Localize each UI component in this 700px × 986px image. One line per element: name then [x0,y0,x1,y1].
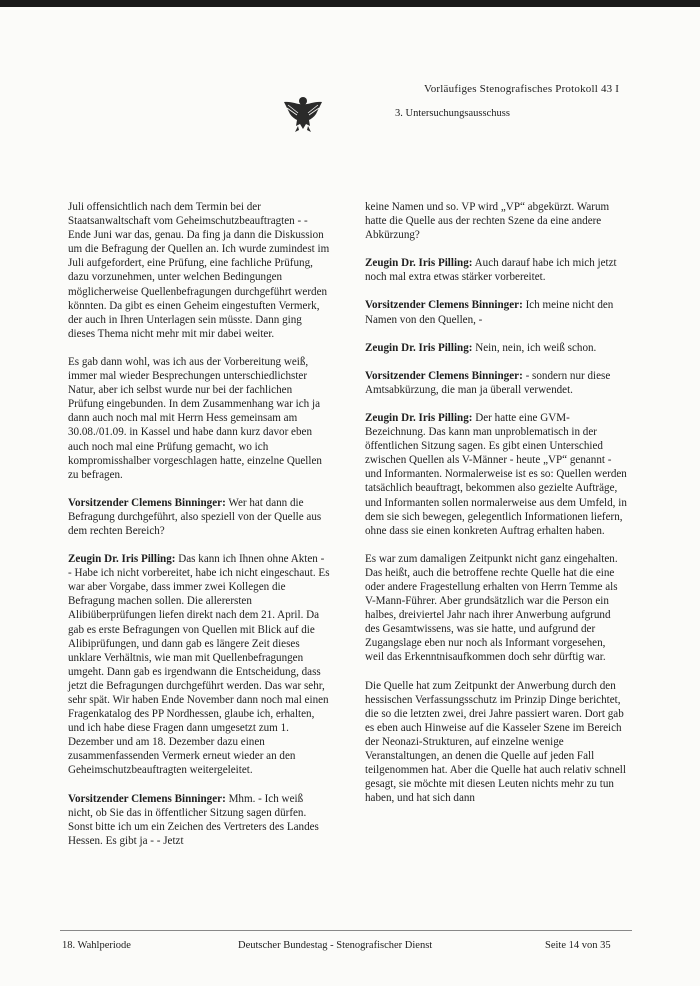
paragraph: Es gab dann wohl, was ich aus der Vorbereitung weiß, immer mal wieder Besprechungen unterschiedlichster Natur, aber ich selbst wurde nur bei der fachlichen Prüfung eingebunden. In dem Zusammenhang war ich ja dann auch noch mal mit Herrn Hess gemeinsam am 30.08./01.09. in Kassel und habe dann kurz davor eben auch noch mal eine Prüfung gemacht, wo ich kompromisshalber vorgeschlagen hatte, einzelne Quellen zu befragen. [68,355,322,481]
top-border [0,0,700,7]
page-number: Seite 14 von 35 [545,940,611,951]
paragraph: keine Namen und so. VP wird „VP“ abgekürzt. Warum hatte die Quelle aus der rechten Szene da eine andere Abkürzung? [365,201,610,242]
speaker-name: Zeugin Dr. Iris Pilling: [365,257,473,270]
speaker-name: Vorsitzender Clemens Binninger: [68,792,226,805]
footer-divider [60,930,632,931]
left-column [68,200,330,862]
speaker-paragraph: Zeugin Dr. Iris Pilling: Auch darauf habe ich mich jetzt noch mal extra etwas stärker vorbereitet. [365,257,617,284]
speaker-paragraph: Vorsitzender Clemens Binninger: Mhm. - Ich weiß nicht, ob Sie das in öffentlicher Sitzung sagen dürfen. Sonst bitte ich um ein Zeichen des Vertreters des Landes Hessen. Es gibt ja - - Jetzt [68,792,319,847]
speaker-name: Zeugin Dr. Iris Pilling: [365,411,473,424]
speaker-paragraph: Zeugin Dr. Iris Pilling: Nein, nein, ich weiß schon. [365,341,597,354]
speaker-paragraph: Vorsitzender Clemens Binninger: - sondern nur diese Amtsabkürzung, die man ja überall verwendet. [365,369,611,396]
speaker-paragraph: Zeugin Dr. Iris Pilling: Der hatte eine GVM-Bezeichnung. Das kann man unproblematisch in der öffentlichen Sitzung sagen. Es gibt einen Unterschied zwischen Quellen als V-Männer - heute „VP“ genannt - und Informanten. Normalerweise ist es so: Quellen werden tatsächlich beauftragt, bekommen also gezielte Aufträge, und Informanten sollen normalerweise aus dem Umfeld, in dem sie sich bewegen, gelegentlich Informationen liefern, ohne dass sie einen konkreten Auftrag erhalten haben. [365,411,627,537]
speaker-name: Vorsitzender Clemens Binninger: [68,496,226,509]
footer-period: 18. Wahlperiode [62,940,131,951]
speaker-name: Vorsitzender Clemens Binninger: [365,369,523,382]
paragraph: Es war zum damaligen Zeitpunkt nicht ganz eingehalten. Das heißt, auch die betroffene rechte Quelle hat die eine oder andere Fragestellung erhalten von Herrn Temme als V-Mann-Führer. Aber grundsätzlich war die Person ein halbes, dreiviertel Jahr nach ihrer Anwerbung aufgrund des Gesamtwissens, was sie hatte, und aufgrund der Zugangslage eben nur noch als Informant vorgesehen, weil das Erkenntnisaufkommen doch sehr dürftig war. [365,552,618,664]
protocol-title: Vorläufiges Stenografisches Protokoll 43 I [424,83,620,95]
federal-eagle-icon [282,93,324,133]
speaker-paragraph: Zeugin Dr. Iris Pilling: Das kann ich Ihnen ohne Akten - - Habe ich nicht vorbereitet, habe ich nicht eingeschaut. Es war aber Vorgabe, dass immer zwei Kollegen die Befragung machen sollen. Die allerersten Alibiüberprüfungen liefen direkt nach dem 21. April. Da gab es erste Befragungen von Quellen mit Blick auf die Alibiprüfungen, und dann gab es längere Zeit dieses unklare Verhältnis, wie man mit Quellenbefragungen umgeht. Dann gab es irgendwann die Entscheidung, dass jetzt die Befragungen durchgeführt werden. Das war sehr, sehr spät. Wir haben Ende November dann noch mal einen Fragenkatalog des PP Nordhessen, glaube ich, erhalten, und ich habe diese Fragen dann umgesetzt zum 1. Dezember und am 18. Dezember dazu einen zusammenfassenden Vermerk erneut wieder an den Geheimschutzbeauftragten weitergeleitet. [68,553,330,777]
speaker-name: Zeugin Dr. Iris Pilling: [365,341,473,354]
paragraph: Juli offensichtlich nach dem Termin bei der Staatsanwaltschaft vom Geheimschutzbeauftragten - - Ende Juni war das, genau. Da fing ja dann die Diskussion um die Befragung der Quellen an. Ich wurde zumindest im Juli aufgefordert, eine Prüfung, eine fachliche Prüfung, dazu vorzunehmen, unter welchen Bedingungen möglicherweise Quellenbefragungen durchgeführt werden könnten. Da gibt es einen Geheim eingestuften Vermerk, der auch in Ihren Unterlagen sein müsste. Dann ging dieses Thema nicht mehr mit mir dabei weiter. [68,201,330,340]
paragraph: Die Quelle hat zum Zeitpunkt der Anwerbung durch den hessischen Verfassungsschutz im Prinzip Dinge berichtet, die so die letzten zwei, drei Jahre passiert waren. Dort gab es eben auch Hinweise auf die Kasseler Szene im Bereich der Neonazi-Strukturen, auf einzelne wenige Veranstaltungen, an denen die Quelle auf jeden Fall teilgenommen hat. Aber die Quelle hat auch relativ schnell gesagt, sie möchte mit diesen Leuten nichts mehr zu tun haben, und hat sich dann [365,679,626,805]
speaker-paragraph: Vorsitzender Clemens Binninger: Wer hat dann die Befragung durchgeführt, also speziell von der Quelle aus dem rechten Bereich? [68,496,322,537]
speaker-name: Zeugin Dr. Iris Pilling: [68,553,176,566]
right-column [365,200,627,819]
speaker-paragraph: Vorsitzender Clemens Binninger: Ich meine nicht den Namen von den Quellen, - [365,299,614,326]
committee-name: 3. Untersuchungsausschuss [395,108,510,119]
speaker-name: Vorsitzender Clemens Binninger: [365,299,523,312]
footer-institution: Deutscher Bundestag - Stenografischer Dienst [238,940,433,951]
